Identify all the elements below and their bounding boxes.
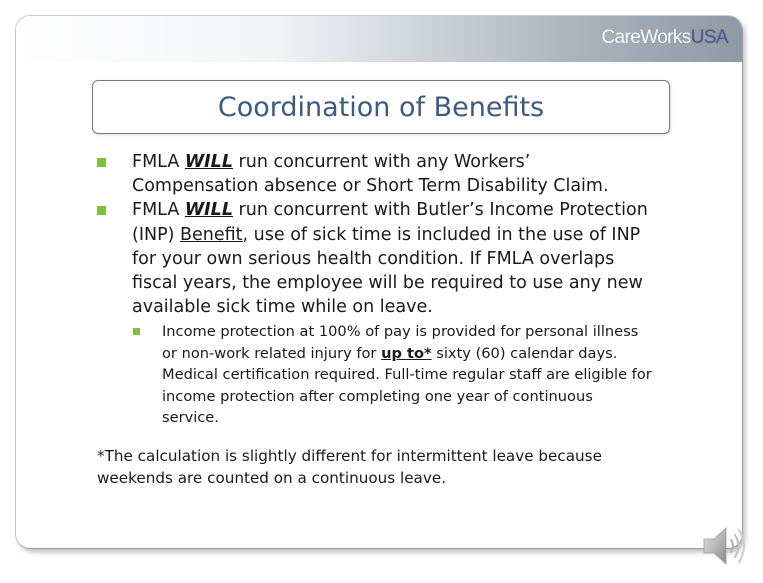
bullet-emphasis: WILL [184, 152, 233, 172]
bullet-square-icon [97, 206, 106, 215]
bullet-text-post: , use of sick time is included in the use of INP for your own serious health condition. If FMLA overlaps fiscal years, the employee will be required to use any new available sick time while on leave. [132, 224, 643, 318]
brand-logo [601, 27, 728, 49]
sub-bullet-text-pre: Income protection at 100% of pay is provided for personal illness or non-work related injury for [162, 323, 639, 362]
sub-bullet-item [132, 321, 652, 429]
bullet-text-post: run concurrent with any Workers’ Compensation absence or Short Term Disability Claim. [132, 152, 609, 197]
brand-logo-accent: USA [690, 27, 728, 48]
bullet-text-pre: FMLA [132, 152, 185, 172]
bullet-text-mid: run concurrent with Butler’s Income Protection (INP) [132, 200, 648, 245]
title-box [92, 80, 670, 134]
bullet-item [92, 150, 652, 198]
bullet-emphasis: WILL [184, 200, 233, 221]
bullet-square-icon [97, 158, 106, 167]
bullet-text-pre: FMLA [132, 200, 185, 221]
footnote: *The calculation is slightly different for intermittent leave because weekends are counted on a continuous leave. [97, 447, 602, 487]
sub-bullet-text-post: sixty (60) calendar days. Medical certification required. Full-time regular staff are eligible for income protection after completing one year of continuous service. [162, 344, 652, 427]
sub-bullet-square-icon [133, 328, 140, 335]
sub-bullet-underlined: up to* [381, 344, 432, 362]
header-bar [16, 16, 742, 62]
brand-logo-main: CareWorks [601, 27, 691, 48]
speaker-icon[interactable] [700, 522, 752, 570]
bullet-list [92, 150, 652, 429]
slide-title: Coordination of Benefits [217, 91, 545, 123]
bullet-underlined: Benefit [180, 224, 243, 245]
sub-bullet-list [132, 321, 652, 429]
bullet-item [92, 198, 652, 429]
